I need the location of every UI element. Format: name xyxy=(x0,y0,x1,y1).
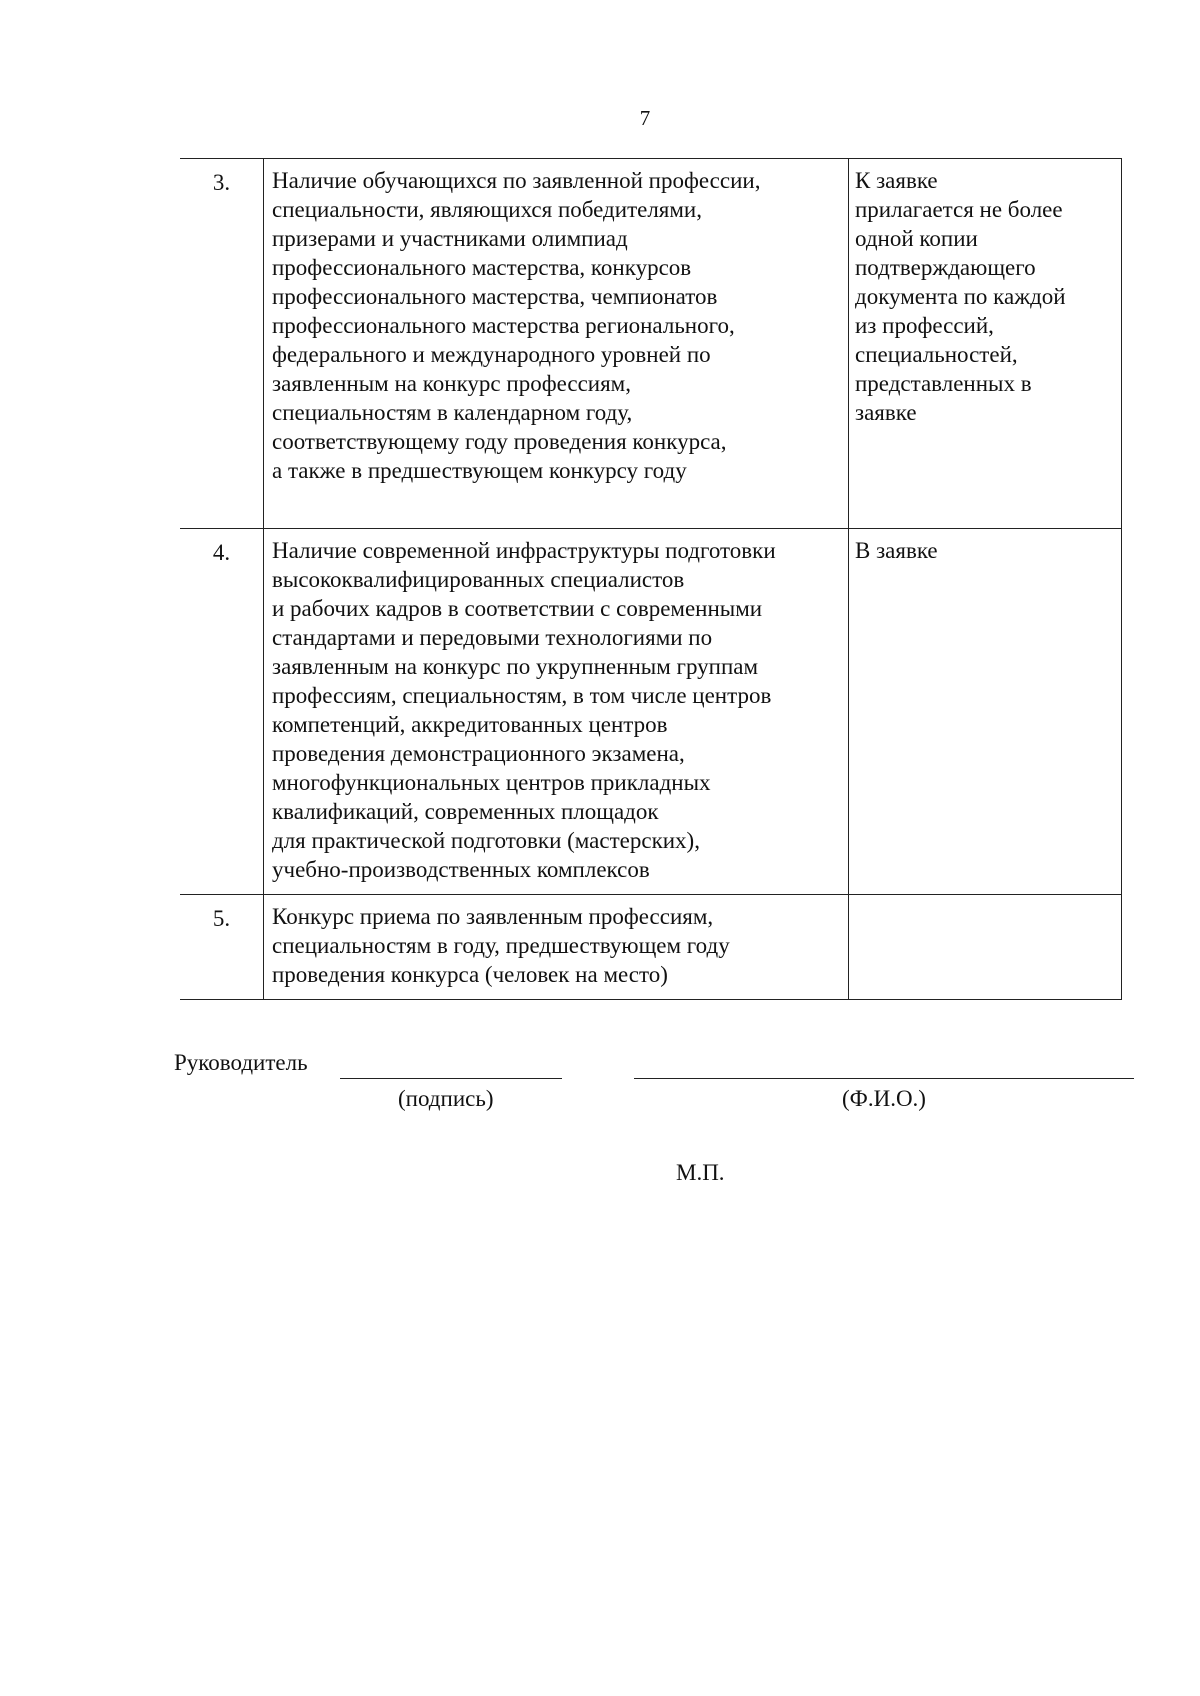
text-line: из профессий, xyxy=(855,313,994,338)
text-line: прилагается не более xyxy=(855,197,1063,222)
row-number: 4. xyxy=(180,529,264,895)
text-line: заявленным на конкурс профессиям, xyxy=(272,371,631,396)
text-line: специальностям в календарном году, xyxy=(272,400,633,425)
criterion-description xyxy=(264,159,849,529)
text-line: многофункциональных центров прикладных xyxy=(272,770,711,795)
text-line: специальностям в году, предшествующем году xyxy=(272,933,730,958)
text-line: профессионального мастерства, чемпионатов xyxy=(272,284,718,309)
signature-block xyxy=(174,1050,1154,1120)
text-line: проведения конкурса (человек на место) xyxy=(272,962,668,987)
text-line: федерального и международного уровней по xyxy=(272,342,711,367)
text-line: Наличие современной инфраструктуры подготовки xyxy=(272,538,776,563)
text-line: В заявке xyxy=(855,538,938,563)
text-line: специальности, являющихся победителями, xyxy=(272,197,702,222)
name-line xyxy=(634,1078,1134,1079)
signature-caption: (подпись) xyxy=(398,1086,494,1111)
row-number: 5. xyxy=(180,895,264,1000)
criterion-description xyxy=(264,895,849,1000)
criteria-table xyxy=(180,158,1122,1000)
text-line: высококвалифицированных специалистов xyxy=(272,567,685,592)
text-line: заявленным на конкурс по укрупненным группам xyxy=(272,654,759,679)
stamp-place: М.П. xyxy=(676,1160,725,1185)
confirming-document xyxy=(849,895,1122,1000)
table-row xyxy=(180,895,1122,1000)
text-line: а также в предшествующем конкурсу году xyxy=(272,458,687,483)
text-line: заявке xyxy=(855,400,917,425)
table-row xyxy=(180,529,1122,895)
text-line: проведения демонстрационного экзамена, xyxy=(272,741,685,766)
text-line: для практической подготовки (мастерских), xyxy=(272,828,700,853)
table-row xyxy=(180,159,1122,529)
text-line: профессионального мастерства, конкурсов xyxy=(272,255,692,280)
signature-label: Руководитель xyxy=(174,1050,308,1075)
text-line: представленных в xyxy=(855,371,1032,396)
text-line: Конкурс приема по заявленным профессиям, xyxy=(272,904,714,929)
text-line: профессиям, специальностям, в том числе центров xyxy=(272,683,772,708)
text-line: одной копии xyxy=(855,226,978,251)
text-line: специальностей, xyxy=(855,342,1018,367)
text-line: Наличие обучающихся по заявленной профессии, xyxy=(272,168,761,193)
criterion-description xyxy=(264,529,849,895)
confirming-document xyxy=(849,159,1122,529)
text-line: и рабочих кадров в соответствии с современными xyxy=(272,596,763,621)
text-line: К заявке xyxy=(855,168,938,193)
text-line: квалификаций, современных площадок xyxy=(272,799,659,824)
text-line: учебно-производственных комплексов xyxy=(272,857,650,882)
text-line: подтверждающего xyxy=(855,255,1036,280)
text-line: профессионального мастерства регионального, xyxy=(272,313,735,338)
signature-line xyxy=(340,1078,562,1079)
confirming-document xyxy=(849,529,1122,895)
text-line: соответствующему году проведения конкурса, xyxy=(272,429,727,454)
page-number: 7 xyxy=(639,106,651,130)
name-caption: (Ф.И.О.) xyxy=(842,1086,926,1111)
text-line: призерами и участниками олимпиад xyxy=(272,226,628,251)
row-number: 3. xyxy=(180,159,264,529)
text-line: стандартами и передовыми технологиями по xyxy=(272,625,713,650)
text-line: документа по каждой xyxy=(855,284,1066,309)
text-line: компетенций, аккредитованных центров xyxy=(272,712,668,737)
